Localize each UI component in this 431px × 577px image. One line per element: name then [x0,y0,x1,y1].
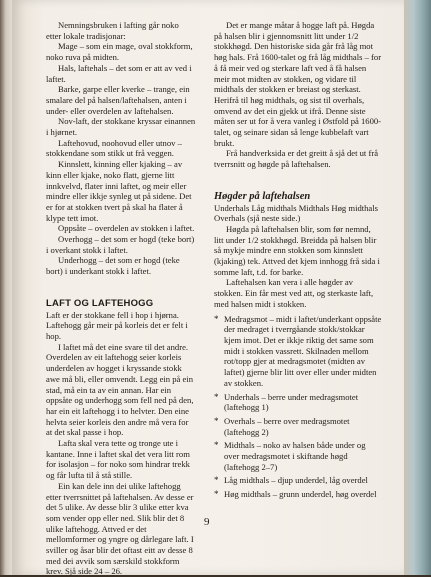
list-item [214,392,382,413]
list-item [214,416,382,437]
asterisk-bullet-icon: * [214,415,219,426]
paragraph: Barke, garpe eller kverke – trange, ein smalare del på halsen/laftehalsen, anten i under- eller overdelen av laftehalsen. [46,84,190,116]
paragraph: Høgda på laftehalsen blir, som før nemnd, litt under 1/2 stokkhøgd. Breidda på halsen blir så mykje mindre enn stokken som kinnslett (kjaking) tek. Attved det kjem innhogg frå sida i somme laft, t.d. for barke. [214,223,380,277]
paragraph: Det er mange måtar å hogge laft på. Høgda på halsen blir i gjennomsnitt litt under 1/2 stokkhøgd. Den historiske sida går frå låg mot høg hals. Frå 1600-talet og frå låg midthals – for å få meir ved og sterkare laft ved å få halsen meir mot midten av stokken, og vidare til midthals der stokken er breiast og sterkast. Herifrå til høg midthals, og sist til overhals, omvend av det ein gjekk ut ifrå. Denne siste måten ser ut for å vera vanleg i Østfold på 1600-talet, og seinare sidan så lenge kubbelaft vart brukt. [214,20,382,148]
paragraph: I laftet må det eine svare til det andre. Overdelen av eit laftehogg seier korleis underdelen av hogget i kryssande stokk awe må bli, eller omvendt. Legg ein på ein stad, må ein ta av ein annan. Har ein oppsåte og underhogg som fell ned på den, har ein eit laftehogg i to helvter. Den eine helvta seier korleis den andre må vera for at det skal passe i hop. [46,341,194,438]
list-item-text: Midthals – noko av halsen både under og over medragsmotet i skiftande høgd (laftehogg 2–7) [224,440,366,472]
paragraph: Laftehalsen kan vera i alle høgder av stokken. Ein får mest ved att, og sterkaste laft, med halsen midt i stokken. [214,277,374,309]
asterisk-bullet-icon: * [214,489,219,500]
paragraph: Ein kan dele inn dei ulike laftehogg etter tverrsnittet på laftehalsen. Av desse er det 5 ulike. Av desse blir 3 ulike etter kva som vender opp eller ned. Slik blir det 8 ulike laftehogg. Attved er det mellomformer og yngre og dårlegare laft. I sviller og åsar blir det oftast eitt av desse 8 med dei avvik som særskild stokkform krev. Sjå side 24 – 26. [46,480,194,577]
paragraph: Lafta skal vera tette og tronge ute i kantane. Inne i laftet skal det vera litt rom for isolasjon – for noko som hindrar trekk og får lufta til å stå stille. [46,438,190,481]
paragraph: Overhogg – det som er hogd (teke bort) i overkant stokk i laftet. [46,234,195,255]
asterisk-bullet-icon: * [214,391,219,402]
list-item-text: Underhals – berre under medragsmotet (laftehogg 1) [224,391,359,413]
list-item-text: Medragsmot – midt i laftet/underkant oppsåte der medraget i tverrgåande stokk/stokkar kjem imot. Det er ikkje riktig det same som midt i stokken vassrett. Skilnaden mellom rot/topp gjer at medragsmotet (midten av laftet) gjerne blir litt over eller under midten av stokken. [224,313,382,388]
list-item [214,475,382,486]
paragraph: Mage – som ein mage, oval stokkform, noko ruva på midten. [46,41,193,63]
list-item-text: Låg midthals – djup underdel, låg overdel [224,475,368,486]
left-column [46,20,196,577]
asterisk-bullet-icon: * [214,313,219,324]
page-number: 9 [204,516,210,528]
paragraph: Underhals Låg midthals Midthals Høg midthals Overhals (sjå neste side.) [214,202,378,224]
paragraph: Nemningsbruken i lafting går noko etter lokale tradisjonar: [46,20,179,41]
paragraph: Frå handverksida er det greitt å sjå det ut frå tverrsnitt og høgde på laftehalsen. [214,148,379,170]
right-column [214,20,382,503]
list-item-text: Overhals – berre over medragsmotet (laftehogg 2) [224,415,350,437]
paragraph: Laftehovud, noohovud eller utnov – stokkendane som stikk ut frå veggen. [46,137,182,159]
section-heading: Høgder på laftehalsen [214,190,311,202]
list-item [214,440,382,472]
paragraph: Laft er der stokkane fell i hop i hjørna. Laftehogg går meir på korleis det er felt i hop. [46,309,188,341]
paragraph: Underhogg – det som er hogd (teke bort) i underkant stokk i laftet. [46,255,180,277]
paragraph: Oppsåte – overdelen av stokken i laftet. [58,223,195,234]
list-item-text: Høg midthals – grunn underdel, høg overdel [224,489,377,500]
paragraph: Hals, laftehals – det som er att av ved i laftet. [46,62,192,84]
list-item [214,314,382,389]
paragraph: Kinnslett, kinning eller kjaking – av kinn eller kjake, noko flatt, gjerne litt innkvelvd, flater inni laftet, og meir eller mindre eller ikkje synleg ut på sidene. Det er for at stokken tvert på skal ha flater å klype tett imot. [46,159,192,223]
section-heading: LAFT OG LAFTEHOGG [46,297,154,309]
asterisk-bullet-icon: * [214,440,219,451]
book-cover-edge [404,0,431,575]
list-item [214,489,382,500]
asterisk-bullet-icon: * [214,475,219,486]
bullet-list [214,314,382,500]
paragraph: Nov-laft, der stokkane kryssar einannen i hjørnet. [46,116,196,138]
